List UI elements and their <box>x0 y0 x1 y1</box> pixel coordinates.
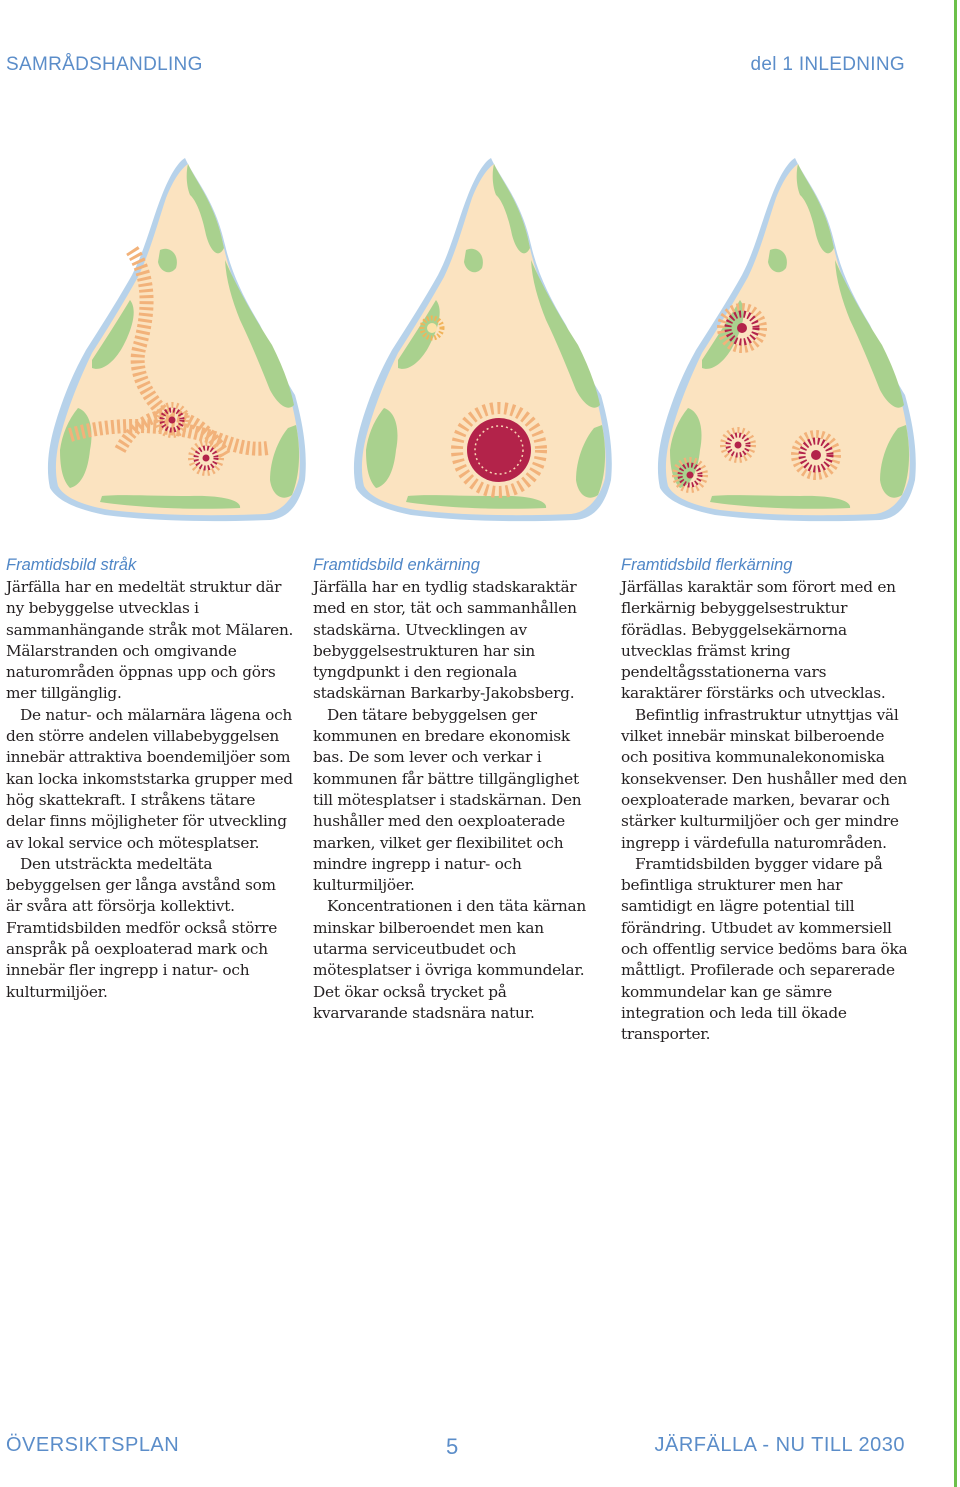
footer-left: ÖVERSIKTSPLAN <box>6 1434 180 1456</box>
paragraph: Befintlig infrastruktur utnyttjas väl vilket innebär minskat bilberoende och positiva kommunalekonomiska konsekvenser. Den hushåller med den oexploaterade marken, bevarar och stärker kulturmiljöer och ger mindre ingrepp i värdefulla naturområden. <box>621 705 908 852</box>
footer-right: JÄRFÄLLA - NU TILL 2030 <box>654 1434 905 1456</box>
paragraph: De natur- och mälarnära lägena och den större andelen villabebyggelsen innebär attraktiva boendemiljöer som kan locka inkomststarka grupper med hög skattekraft. I stråkens tätare delar finns möjligheter för utveckling av lokal service och mötesplatser. <box>6 705 293 852</box>
column-flerkarning <box>621 554 911 1046</box>
paragraph: Järfällas karaktär som förort med en flerkärnig bebyggelsestruktur förädlas. Bebyggelsekärnorna utvecklas främst kring pendeltågsstationerna vars karaktärer förstärks och utvecklas. <box>621 578 896 703</box>
paragraph: Järfälla har en medeltät struktur där ny bebyggelse utvecklas i sammanhängande stråk mot Mälaren. Mälarstranden och omgivande naturområden öppnas upp och görs mer tillgänglig. <box>6 578 294 703</box>
running-header-right: del 1 INLEDNING <box>750 54 905 75</box>
column-title: Framtidsbild flerkärning <box>621 556 793 574</box>
page-edge-rule <box>954 0 957 1487</box>
column-strak <box>6 554 296 1003</box>
column-enkarning <box>313 554 603 1024</box>
map-flerkarning <box>630 150 930 530</box>
map-enkarning <box>326 150 626 530</box>
paragraph: Järfälla har en tydlig stadskaraktär med en stor, tät och sammanhållen stadskärna. Utvecklingen av bebyggelsestrukturen har sin tyngdpunkt i den regionala stadskärnan Barkarby-Jakobsberg. <box>313 578 577 703</box>
paragraph: Koncentrationen i den täta kärnan minskar bilberoendet men kan utarma serviceutbudet och mötesplatser i övriga kommundelar. Det ökar också trycket på kvarvarande stadsnära natur. <box>313 897 586 1022</box>
paragraph: Den tätare bebyggelsen ger kommunen en bredare ekonomisk bas. De som lever och verkar i kommunen får bättre tillgänglighet till mötesplatser i stadskärnan. Den hushåller med den oexploaterade marken, vilket ger flexibilitet och mindre ingrepp i natur- och kulturmiljöer. <box>313 705 582 895</box>
running-header-left: SAMRÅDSHANDLING <box>6 54 203 75</box>
column-title: Framtidsbild stråk <box>6 556 137 574</box>
map-strak <box>20 150 320 530</box>
paragraph: Den utsträckta medeltäta bebyggelsen ger långa avstånd som är svåra att försörja kollektivt. Framtidsbilden medför också större anspråk på oexploaterad mark och innebär fler ingrepp i natur- och kulturmiljöer. <box>6 854 278 1001</box>
page-number: 5 <box>446 1434 459 1459</box>
column-title: Framtidsbild enkärning <box>313 556 480 574</box>
paragraph: Framtidsbilden bygger vidare på befintliga strukturer men har samtidigt en lägre potential till förändring. Utbudet av kommersiell och offentlig service bedöms bara öka måttligt. Profilerade och separerade kommundelar kan ge sämre integration och leda till ökade transporter. <box>621 854 908 1044</box>
